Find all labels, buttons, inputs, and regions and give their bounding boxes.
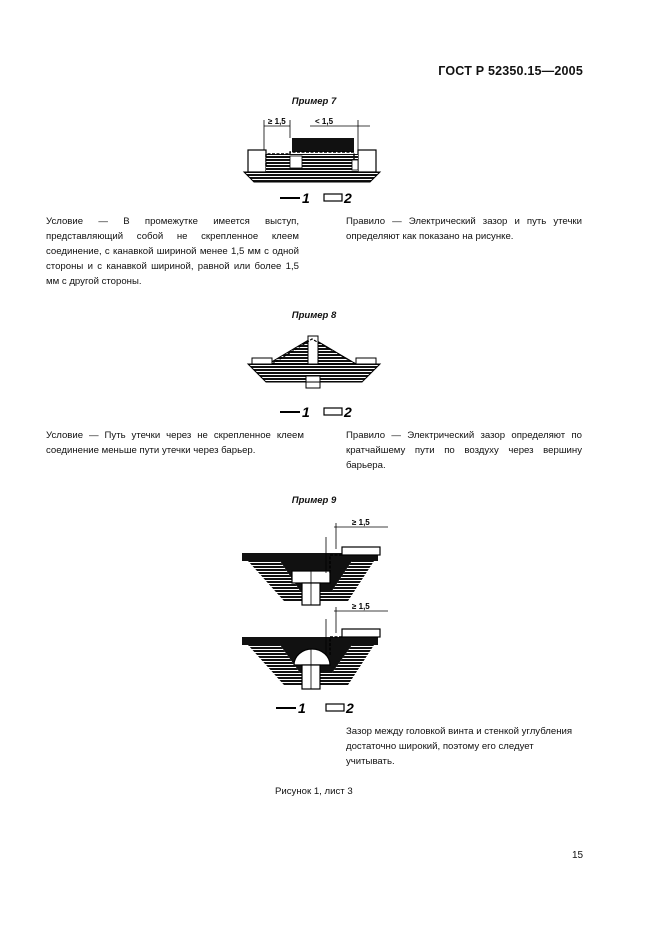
- example-7-title: Пример 7: [291, 96, 337, 107]
- example-9-note: Зазор между головкой винта и стенкой углубления достаточно широкий, поэтому его следует учитывать.: [346, 726, 573, 767]
- example-8-legend-1: 1: [302, 404, 310, 420]
- example-7-rule: Правило — Электрический зазор и путь утечки определяют как показано на рисунке.: [346, 216, 582, 242]
- example-7-legend-1: 1: [302, 190, 310, 206]
- example-9-dim-top: ≥ 1,5: [352, 518, 370, 527]
- example-7-condition: Условие — В промежутке имеется выступ, представляющий собой не скрепленное клеем соединение, с канавкой шириной менее 1,5 мм с одной стороны и с канавкой шириной, равной или более 1,5 мм с другой стороны.: [46, 216, 299, 287]
- example-7-dim-left: ≥ 1,5: [268, 117, 286, 126]
- example-8-rule: Правило — Электрический зазор определяют по кратчайшему пути по воздуху через вершину барьера.: [346, 430, 582, 471]
- example-9-dim-bottom: ≥ 1,5: [352, 602, 370, 611]
- example-9-legend-1: 1: [298, 700, 306, 716]
- example-8-title: Пример 8: [291, 310, 337, 321]
- example-9-title: Пример 9: [291, 495, 337, 506]
- example-7-figure: [230, 108, 390, 213]
- example-8-legend-2: 2: [344, 404, 352, 420]
- example-7-dim-right: < 1,5: [315, 117, 334, 126]
- page-number: 15: [572, 850, 584, 861]
- example-8-figure: [230, 324, 400, 424]
- example-9-legend-2: 2: [346, 700, 354, 716]
- example-8-condition: Условие — Путь утечки через не скрепленное клеем соединение меньше пути утечки через барьер.: [46, 430, 304, 456]
- figure-caption: Рисунок 1, лист 3: [275, 786, 353, 797]
- document-code: ГОСТ Р 52350.15—2005: [438, 64, 583, 78]
- example-7-legend-2: 2: [344, 190, 352, 206]
- example-9-figure: [238, 515, 398, 720]
